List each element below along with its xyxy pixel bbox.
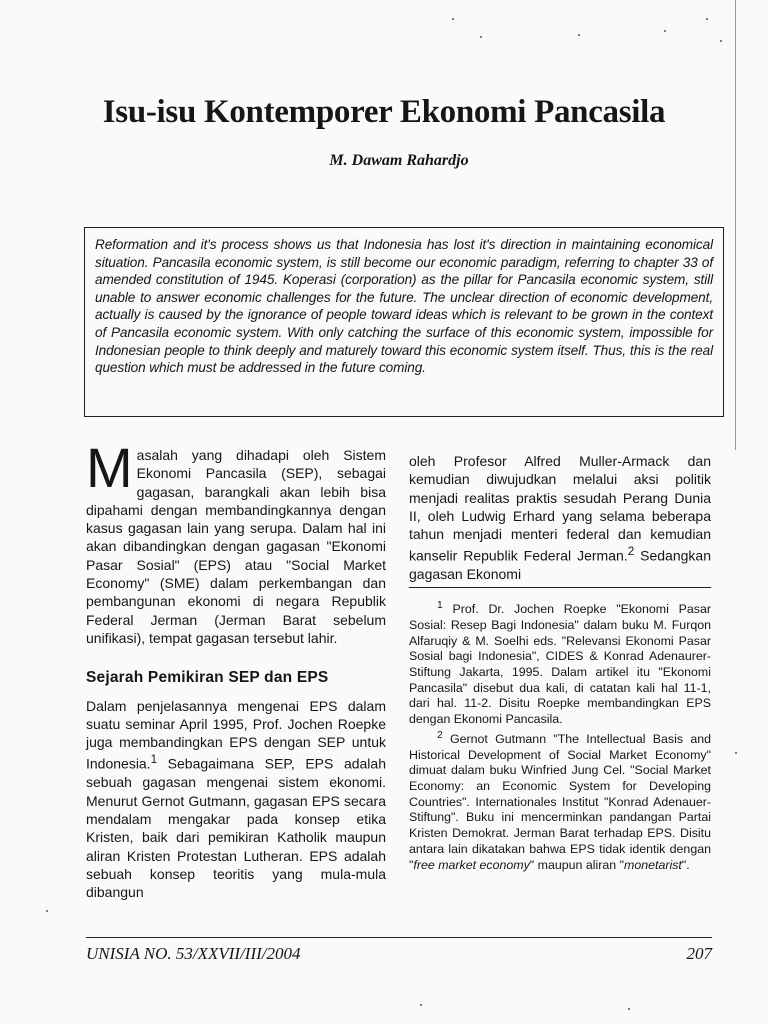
body-column-left	[86, 436, 386, 901]
continued-text-part2: Sedangkan gagasan Ekonomi	[409, 548, 711, 583]
scan-speck	[452, 18, 454, 20]
abstract-box: Reformation and it's process shows us that Indonesia has lost it's direction in maintaining economical situation. Pancasila economic system, is still become our economic paradigm, referring to chapter 33 of amended constitution of 1945. Koperasi (corporation) as the pillar for Pancasila economic system, still unable to answer economic challenges for the future. The unclear direction of economic development, actually is caused by the ignorance of people toward ideas which is relevant to be grown in the context of Pancasila economic system. With only catching the surface of this economic system, impossible for Indonesian people to think deeply and maturely toward this economic system itself. Thus, this is the real question which must be addressed in the future coming.	[84, 227, 724, 417]
scan-speck	[706, 18, 708, 20]
footnote-ref-1: 1	[150, 753, 158, 767]
journal-citation: UNISIA NO. 53/XXVII/III/2004	[86, 944, 301, 963]
scan-speck	[480, 36, 482, 38]
continued-paragraph	[409, 452, 711, 584]
scan-speck	[420, 1004, 422, 1006]
intro-text: asalah yang dihadapi oleh Sistem Ekonomi Pancasila (SEP), sebagai gagasan, barangkali akan lebih bisa dipahami dengan membandingkannya dengan kasus gagasan lain yang serupa. Dalam hal ini akan dibandingkan dengan gagasan "Ekonomi Pasar Sosial" (EPS) atau "Social Market Economy" (SME) dalam perkembangan dan pembangunan ekonomi di negara Republik Federal Jerman (Jerman Barat sebelum unifikasi), tempat gagasan tersebut lahir.	[86, 447, 386, 646]
scan-speck	[578, 34, 580, 36]
footnote-1-number: 1	[437, 600, 443, 611]
drop-cap: M	[86, 436, 133, 499]
scan-speck	[720, 40, 722, 42]
scan-speck	[46, 910, 48, 912]
footnote-2	[409, 728, 711, 873]
intro-paragraph	[86, 436, 386, 647]
footnote-2-number: 2	[437, 729, 443, 741]
footnote-divider	[409, 587, 711, 588]
page-number: 207	[686, 944, 712, 963]
footnote-2-text: Gernot Gutmann "The Intellectual Basis and Historical Development of Social Market Economy" dimuat dalam buku Winfried Jung Cel. "Social Market Economy: an Economic System for Developing Countries". Internationales Institut "Konrad Adenauer-Stiftung". Buku ini mencerminkan pandangan Partai Kristen Demokrat. Jerman Barat terhadap EPS. Disitu antara lain dikatakan bahwa EPS tidak identik dengan "	[409, 731, 711, 872]
footer-rule	[86, 937, 712, 938]
author-name: M. Dawam Rahardjo	[329, 152, 469, 169]
footnote-1-text: Prof. Dr. Jochen Roepke "Ekonomi Pasar Sosial: Resep Bagi Indonesia" dalam buku M. Furqon Alfaruqiy & M. Soelhi eds. "Relevansi Ekonomi Pasar Sosial bagi Indonesia", CIDES & Konrad Adenaurer-Stiftung Jakarta, 1995. Dalam artikel itu "Ekonomi Pancasila" disebut dua kali, di catatan kali hal 11-1, dari hal. 11-2. Disitu Roepke membandingkan EPS dengan Ekonomi Pancasila.	[409, 602, 711, 727]
section-heading: Sejarah Pemikiran SEP dan EPS	[86, 669, 329, 687]
scan-speck	[735, 752, 737, 754]
section-paragraph	[86, 697, 386, 902]
footnote-2-italic-term-1: free market economy	[413, 857, 530, 872]
footnote-ref-2: 2	[627, 545, 635, 559]
footnote-2-end: ".	[681, 857, 690, 872]
continued-text-part1: oleh Profesor Alfred Muller-Armack dan kemudian diwujudkan melalui aksi politik menjadi realitas praktis sesudah Perang Dunia II, oleh Ludwig Erhard yang selama beberapa tahun menjadi menteri federal dan kemudian kanselir Republik Federal Jerman.	[409, 453, 711, 565]
footnotes	[409, 598, 711, 873]
scan-edge-line	[735, 0, 736, 450]
body-column-right	[409, 452, 711, 584]
section-text-part1: Dalam penjelasannya mengenai EPS dalam suatu seminar April 1995, Prof. Jochen Roepke juga membandingkan EPS dengan SEP untuk Indonesia.	[86, 697, 386, 773]
scan-speck	[628, 1008, 630, 1010]
article-title: Isu-isu Kontemporer Ekonomi Pancasila	[102, 94, 666, 130]
section-text-part2: Sebagaimana SEP, EPS adalah sebuah gagasan mengenai sistem ekonomi. Menurut Gernot Gutmann, gagasan EPS secara mendalam mengakar pada konsep etika Kristen, baik dari pemikiran Katholik maupun aliran Kristen Protestan Lutheran. EPS adalah sebuah konsep teoritis yang mula-mula dibangun	[86, 756, 386, 901]
scan-speck	[664, 30, 666, 32]
footnote-1	[409, 598, 711, 728]
footnote-2-italic-term-2: monetarist	[624, 857, 682, 872]
footnote-2-middle: " maupun aliran "	[529, 857, 625, 872]
